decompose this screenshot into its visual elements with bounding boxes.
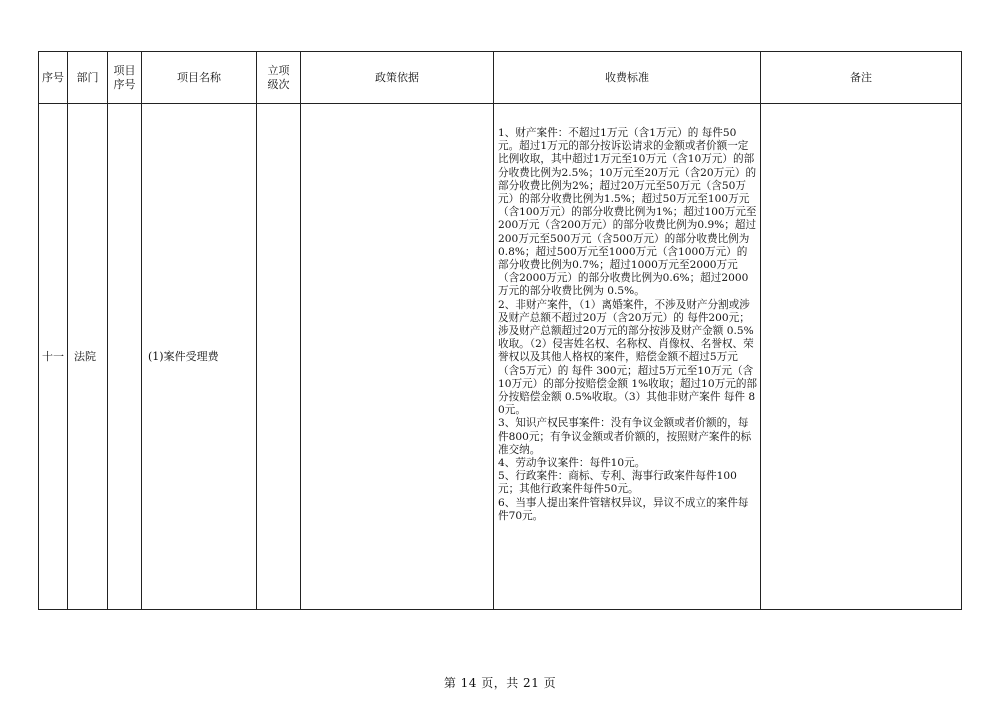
header-row [39,52,962,104]
header-item-seq [108,52,142,104]
cell-standard [494,104,761,610]
cell-item-name: (1)案件受理费 [142,104,257,610]
cell-dept: 法院 [68,104,108,610]
header-level [257,52,301,104]
cell-seq: 十一 [39,104,68,610]
cell-item-seq [108,104,142,610]
header-remark: 备注 [761,52,962,104]
header-item-name: 项目名称 [142,52,257,104]
header-item-seq-line2: 序号 [113,77,136,91]
cell-level [257,104,301,610]
header-level-line1: 立项 [267,63,290,77]
fee-table [38,51,962,610]
header-item-seq-line1: 项目 [113,63,136,77]
header-seq: 序号 [39,52,68,104]
cell-policy [301,104,494,610]
header-standard: 收费标准 [494,52,761,104]
table-row [39,104,962,610]
header-level-line2: 级次 [267,77,290,91]
cell-remark [761,104,962,610]
fee-standard-text: 1、财产案件：不超过1万元（含1万元）的 每件50元。超过1万元的部分按诉讼请求的金额或者价额一定比例收取，其中超过1万元至10万元（含10万元）的部分收费比例为2.5%；10万元至20万元（含20万元）的部分收费比例为2%；超过20万元至50万元（含50万元）的部分收费比例为1.5%；超过50万元至100万元（含100万元）的部分收费比例为1%；超过100万元至200万元（含200万元）的部分收费比例为0.9%；超过200万元至500万元（含500万元）的部分收费比例为0.8%；超过500万元至1000万元（含1000万元）的部分收费比例为0.7%；超过1000万元至2000万元（含2000万元）的部分收费比例为0.6%；超过2000万元的部分收费比例为 0.5%。 2、非财产案件，（1）离婚案件，不涉及财产分割或涉及财产总额不超过20万（含20万元）的 每件200元；涉及财产总额超过20万元的部分按涉及财产金额 0.5%收取。（2）侵害姓名权、名称权、肖像权、名誉权、荣誉权以及其他人格权的案件，赔偿金额不超过5万元（含5万元）的 每件 300元；超过5万元至10万元（含10万元）的部分按赔偿金额 1%收取；超过10万元的部分按赔偿金额 0.5%收取。（3）其他非财产案件 每件 80元。 3、知识产权民事案件：没有争议金额或者价额的，每件800元；有争议金额或者价额的，按照财产案件的标准交纳。 4、劳动争议案件：每件10元。 5、行政案件：商标、专利、海事行政案件每件100元；其他行政案件每件50元。 6、当事人提出案件管辖权异议，异议不成立的案件每件70元。 [498,127,758,522]
header-policy: 政策依据 [301,52,494,104]
header-dept: 部门 [68,52,108,104]
page-footer: 第 14 页，共 21 页 [443,676,557,690]
